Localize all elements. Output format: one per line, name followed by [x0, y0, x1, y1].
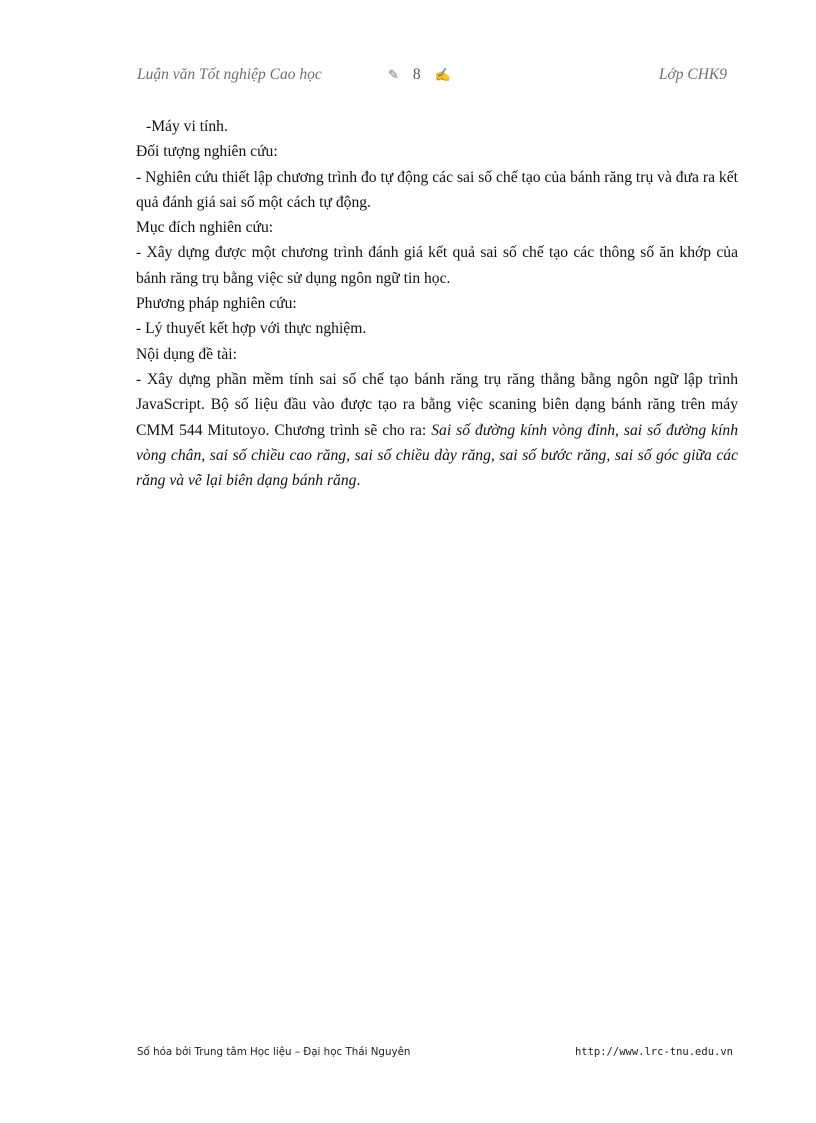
page-header: [137, 66, 727, 88]
content-italic-text: Sai số đường kính vòng đỉnh, sai số đường kính vòng chân, sai số chiều cao răng, sai số chiều dày răng, sai số bước răng, sai số góc giữa các răng và vẽ lại biên dạng bánh răng: [136, 421, 738, 490]
header-page-number-group: [388, 66, 451, 84]
paragraph-research-object: - Nghiên cứu thiết lập chương trình đo tự động các sai số chế tạo của bánh răng trụ và đưa ra kết quả đánh giá sai số một cách tự động.: [136, 168, 738, 211]
footer-digitized-by: Số hóa bởi Trung tâm Học liệu – Đại học Thái Nguyên: [137, 1046, 411, 1058]
heading-research-purpose: Mục đích nghiên cứu:: [136, 219, 274, 237]
header-class-label: Lớp CHK9: [658, 66, 727, 83]
heading-thesis-content: Nội dụng đề tài:: [136, 345, 237, 363]
header-thesis-title: Luận văn Tốt nghiệp Cao học: [137, 66, 322, 83]
paragraph-thesis-content: [136, 367, 738, 493]
body-text: [136, 114, 738, 493]
page-footer: [137, 1046, 733, 1064]
paragraph-equipment: -Máy vi tính.: [146, 118, 228, 135]
pencil-ornament-icon: ✎: [388, 67, 399, 82]
paragraph-research-method: - Lý thuyết kết hợp với thực nghiệm.: [136, 320, 367, 338]
writing-hand-ornament-icon: ✍: [434, 67, 451, 82]
content-plain-text: - Xây dựng phần mềm tính sai số chế tạo bánh răng trụ răng thẳng bằng ngôn ngữ lập trình JavaScript. Bộ số liệu đầu vào được tạo ra bằng việc scaning biên dạng bánh răng trên máy CMM 544 Mitutoyo. Chương trình sẽ cho ra:: [136, 370, 738, 439]
footer-url: http://www.lrc-tnu.edu.vn: [574, 1046, 733, 1058]
heading-research-method: Phương pháp nghiên cứu:: [136, 295, 297, 313]
header-page-number: 8: [412, 66, 421, 83]
heading-research-object: Đối tượng nghiên cứu:: [136, 143, 278, 161]
content-end-punctuation: .: [356, 472, 361, 490]
paragraph-research-purpose: - Xây dựng được một chương trình đánh giá kết quả sai số chế tạo các thông số ăn khớp của bánh răng trụ bằng việc sử dụng ngôn ngữ tin học.: [136, 244, 738, 287]
